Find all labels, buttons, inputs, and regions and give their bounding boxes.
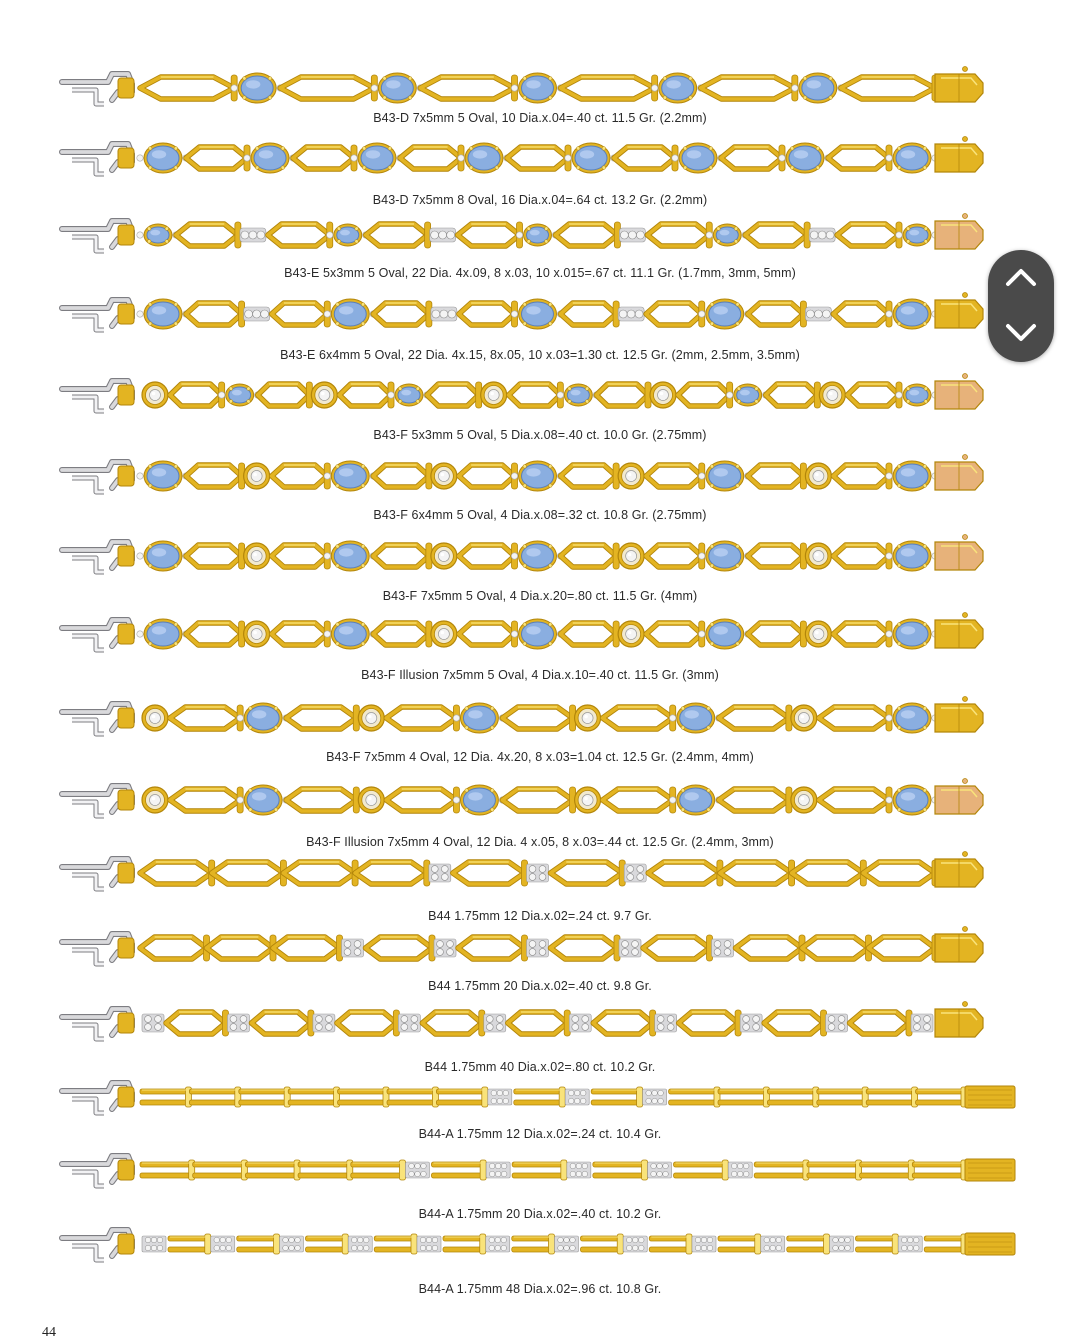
item-caption: B44-A 1.75mm 12 Dia.x.02=.24 ct. 10.4 Gr. xyxy=(418,1127,662,1141)
bracelet-image xyxy=(0,205,1080,265)
item-caption: B43-F 5x3mm 5 Oval, 5 Dia.x.08=.40 ct. 10.0 Gr. (2.75mm) xyxy=(373,428,707,442)
chevron-up-icon xyxy=(1005,264,1037,290)
item-caption: B43-F 6x4mm 5 Oval, 4 Dia.x.08=.32 ct. 10.8 Gr. (2.75mm) xyxy=(373,508,707,522)
item-caption: B44 1.75mm 40 Dia.x.02=.80 ct. 10.2 Gr. xyxy=(424,1060,656,1074)
bracelet-image xyxy=(0,993,1080,1053)
bracelet-image xyxy=(0,365,1080,425)
bracelet-image xyxy=(0,604,1080,664)
bracelet-image xyxy=(0,918,1080,978)
bracelet-image xyxy=(0,688,1080,748)
item-caption: B43-D 7x5mm 8 Oval, 16 Dia.x.04=.64 ct. 13.2 Gr. (2.2mm) xyxy=(372,193,708,207)
bracelet-image xyxy=(0,843,1080,903)
bracelet-image xyxy=(0,446,1080,506)
bracelet-image xyxy=(0,128,1080,188)
item-caption: B43-F Illusion 7x5mm 5 Oval, 4 Dia.x.10=.40 ct. 11.5 Gr. (3mm) xyxy=(361,668,719,682)
chevron-down-icon xyxy=(1005,320,1037,346)
item-caption: B43-E 5x3mm 5 Oval, 22 Dia. 4x.09, 8 x.03, 10 x.015=.67 ct. 11.1 Gr. (1.7mm, 3mm, 5mm) xyxy=(284,266,796,280)
scroll-navigation xyxy=(988,250,1054,362)
item-caption: B43-E 6x4mm 5 Oval, 22 Dia. 4x.15, 8x.05, 10 x.03=1.30 ct. 12.5 Gr. (2mm, 2.5mm, 3.5mm) xyxy=(280,348,800,362)
item-caption: B43-F 7x5mm 4 Oval, 12 Dia. 4x.20, 8 x.03=1.04 ct. 12.5 Gr. (2.4mm, 4mm) xyxy=(326,750,754,764)
bracelet-image xyxy=(0,284,1080,344)
item-caption: B44-A 1.75mm 20 Dia.x.02=.40 ct. 10.2 Gr. xyxy=(418,1207,662,1221)
scroll-down-button[interactable] xyxy=(988,306,1054,362)
page-number: 44 xyxy=(42,1325,56,1340)
bracelet-image xyxy=(0,1067,1080,1127)
item-caption: B43-F 7x5mm 5 Oval, 4 Dia.x.20=.80 ct. 11.5 Gr. (4mm) xyxy=(382,589,698,603)
bracelet-image xyxy=(0,58,1080,118)
bracelet-image xyxy=(0,526,1080,586)
item-caption: B44-A 1.75mm 48 Dia.x.02=.96 ct. 10.8 Gr. xyxy=(418,1282,662,1296)
item-caption: B43-F Illusion 7x5mm 4 Oval, 12 Dia. 4 x.05, 8 x.03=.44 ct. 12.5 Gr. (2.4mm, 3mm) xyxy=(306,835,774,849)
item-caption: B44 1.75mm 12 Dia.x.02=.24 ct. 9.7 Gr. xyxy=(428,909,652,923)
bracelet-image xyxy=(0,770,1080,830)
bracelet-image xyxy=(0,1214,1080,1274)
item-caption: B44 1.75mm 20 Dia.x.02=.40 ct. 9.8 Gr. xyxy=(428,979,652,993)
item-caption: B43-D 7x5mm 5 Oval, 10 Dia.x.04=.40 ct. 11.5 Gr. (2.2mm) xyxy=(373,111,707,125)
bracelet-image xyxy=(0,1140,1080,1200)
scroll-up-button[interactable] xyxy=(988,250,1054,306)
